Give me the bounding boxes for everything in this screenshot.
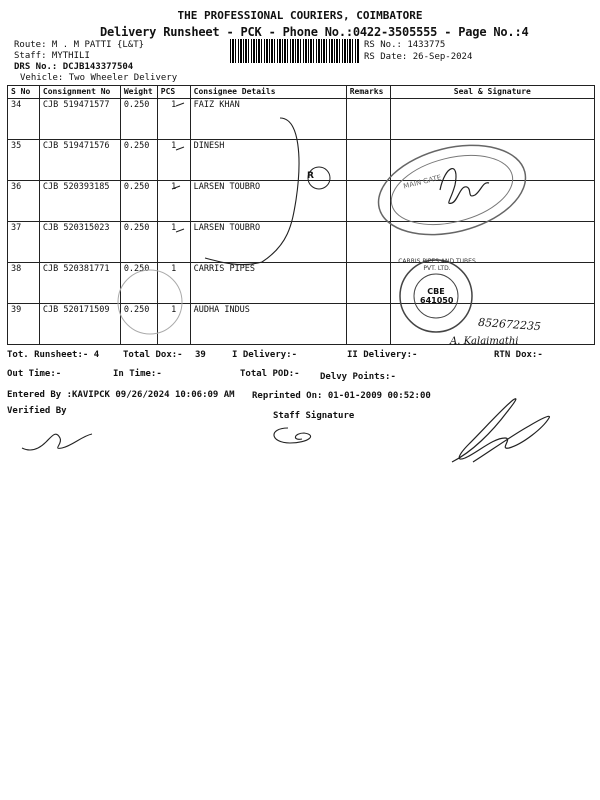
cell-weight: 0.250 xyxy=(120,140,157,181)
drs-number: DRS No.: DCJB143377504 xyxy=(14,62,134,72)
tot-runsheet: Tot. Runsheet:- 4 xyxy=(7,350,100,360)
handwritten-stroke xyxy=(205,118,299,265)
i-delivery-label: I Delivery:- xyxy=(232,350,298,360)
vehicle-label: Vehicle: Two Wheeler Delivery xyxy=(20,73,178,83)
cell-sno: 39 xyxy=(8,304,40,345)
route-label: Route: M . M PATTI {L&T} xyxy=(14,40,145,50)
cell-consignment: CJB 520393185 xyxy=(39,181,120,222)
cell-consignment: CJB 520315023 xyxy=(39,222,120,263)
cell-consignee: CARRIS PIPES xyxy=(190,263,346,304)
staff-signature-label: Staff Signature xyxy=(273,411,355,421)
tick-mark xyxy=(172,186,180,189)
cell-pcs: 1 xyxy=(157,99,190,140)
verified-by-label: Verified By xyxy=(7,406,67,416)
signature-scribble xyxy=(440,169,489,204)
circled-mark-label: R xyxy=(307,171,314,181)
total-pod-label: Total POD:- xyxy=(240,369,300,379)
cell-weight: 0.250 xyxy=(120,181,157,222)
col-header-seal: Seal & Signature xyxy=(390,86,594,99)
ii-delivery-label: II Delivery:- xyxy=(347,350,418,360)
cell-consignment: CJB 519471577 xyxy=(39,99,120,140)
out-time-label: Out Time:- xyxy=(7,369,62,379)
rtn-dox-label: RTN Dox:- xyxy=(494,350,543,360)
cell-pcs: 1 xyxy=(157,263,190,304)
tick-mark xyxy=(176,147,184,150)
entered-by: Entered By :KAVIPCK 09/26/2024 10:06:09 AM xyxy=(7,390,235,400)
cell-consignee: LARSEN TOUBRO xyxy=(190,222,346,263)
handwritten-phone: 852672235 xyxy=(477,315,542,334)
seal-stamp-text: CBE 641050 xyxy=(420,287,454,305)
cell-consignee: LARSEN TOUBRO xyxy=(190,181,346,222)
cell-consignment: CJB 520381771 xyxy=(39,263,120,304)
cell-consignee: FAIZ KHAN xyxy=(190,99,346,140)
cell-pcs: 1 xyxy=(157,140,190,181)
cell-sno: 38 xyxy=(8,263,40,304)
col-header-weight: Weight xyxy=(120,86,157,99)
cell-weight: 0.250 xyxy=(120,99,157,140)
col-header-consignee: Consignee Details xyxy=(190,86,346,99)
staff-label: Staff: MYTHILI xyxy=(14,51,90,61)
seal-ring-text: CARRIS PIPES AND TUBES PVT. LTD. xyxy=(398,258,476,272)
cell-pcs: 1 xyxy=(157,181,190,222)
handwritten-name: A. Kalaimathi xyxy=(450,336,519,347)
staff-signature-mark xyxy=(274,428,311,443)
col-header-remarks: Remarks xyxy=(346,86,390,99)
col-header-consignment: Consignment No xyxy=(39,86,120,99)
cell-pcs: 1 xyxy=(157,222,190,263)
cell-consignee: DINESH xyxy=(190,140,346,181)
cell-sno: 35 xyxy=(8,140,40,181)
tick-mark xyxy=(176,229,184,232)
rs-date: RS Date: 26-Sep-2024 xyxy=(364,52,473,62)
rs-number: RS No.: 1433775 xyxy=(364,40,446,50)
in-time-label: In Time:- xyxy=(113,369,162,379)
verified-signature xyxy=(22,434,92,450)
delvy-points-label: Delvy Points:- xyxy=(320,372,396,382)
cell-consignee: AUDHA INDUS xyxy=(190,304,346,345)
faint-round-stamp xyxy=(118,270,182,334)
col-header-sno: S No xyxy=(8,86,40,99)
reprinted-on: Reprinted On: 01-01-2009 00:52:00 xyxy=(252,391,431,401)
cell-consignment: CJB 519471576 xyxy=(39,140,120,181)
oval-stamp-text: MAIN GATE xyxy=(402,173,443,191)
tick-mark xyxy=(176,103,184,106)
cell-consignment: CJB 520171509 xyxy=(39,304,120,345)
col-header-pcs: PCS xyxy=(157,86,190,99)
cell-sno: 34 xyxy=(8,99,40,140)
total-dox-label: Total Dox:- xyxy=(123,350,183,360)
cell-weight: 0.250 xyxy=(120,304,157,345)
cell-weight: 0.250 xyxy=(120,222,157,263)
cell-weight: 0.250 xyxy=(120,263,157,304)
cell-pcs: 1 xyxy=(157,304,190,345)
company-title: THE PROFESSIONAL COURIERS, COIMBATORE xyxy=(177,9,423,22)
cell-sno: 37 xyxy=(8,222,40,263)
cell-sno: 36 xyxy=(8,181,40,222)
total-dox-value: 39 xyxy=(195,350,206,360)
manager-signature xyxy=(452,399,549,462)
runsheet-title: Delivery Runsheet - PCK - Phone No.:0422-3505555 - Page No.:4 xyxy=(100,25,529,39)
